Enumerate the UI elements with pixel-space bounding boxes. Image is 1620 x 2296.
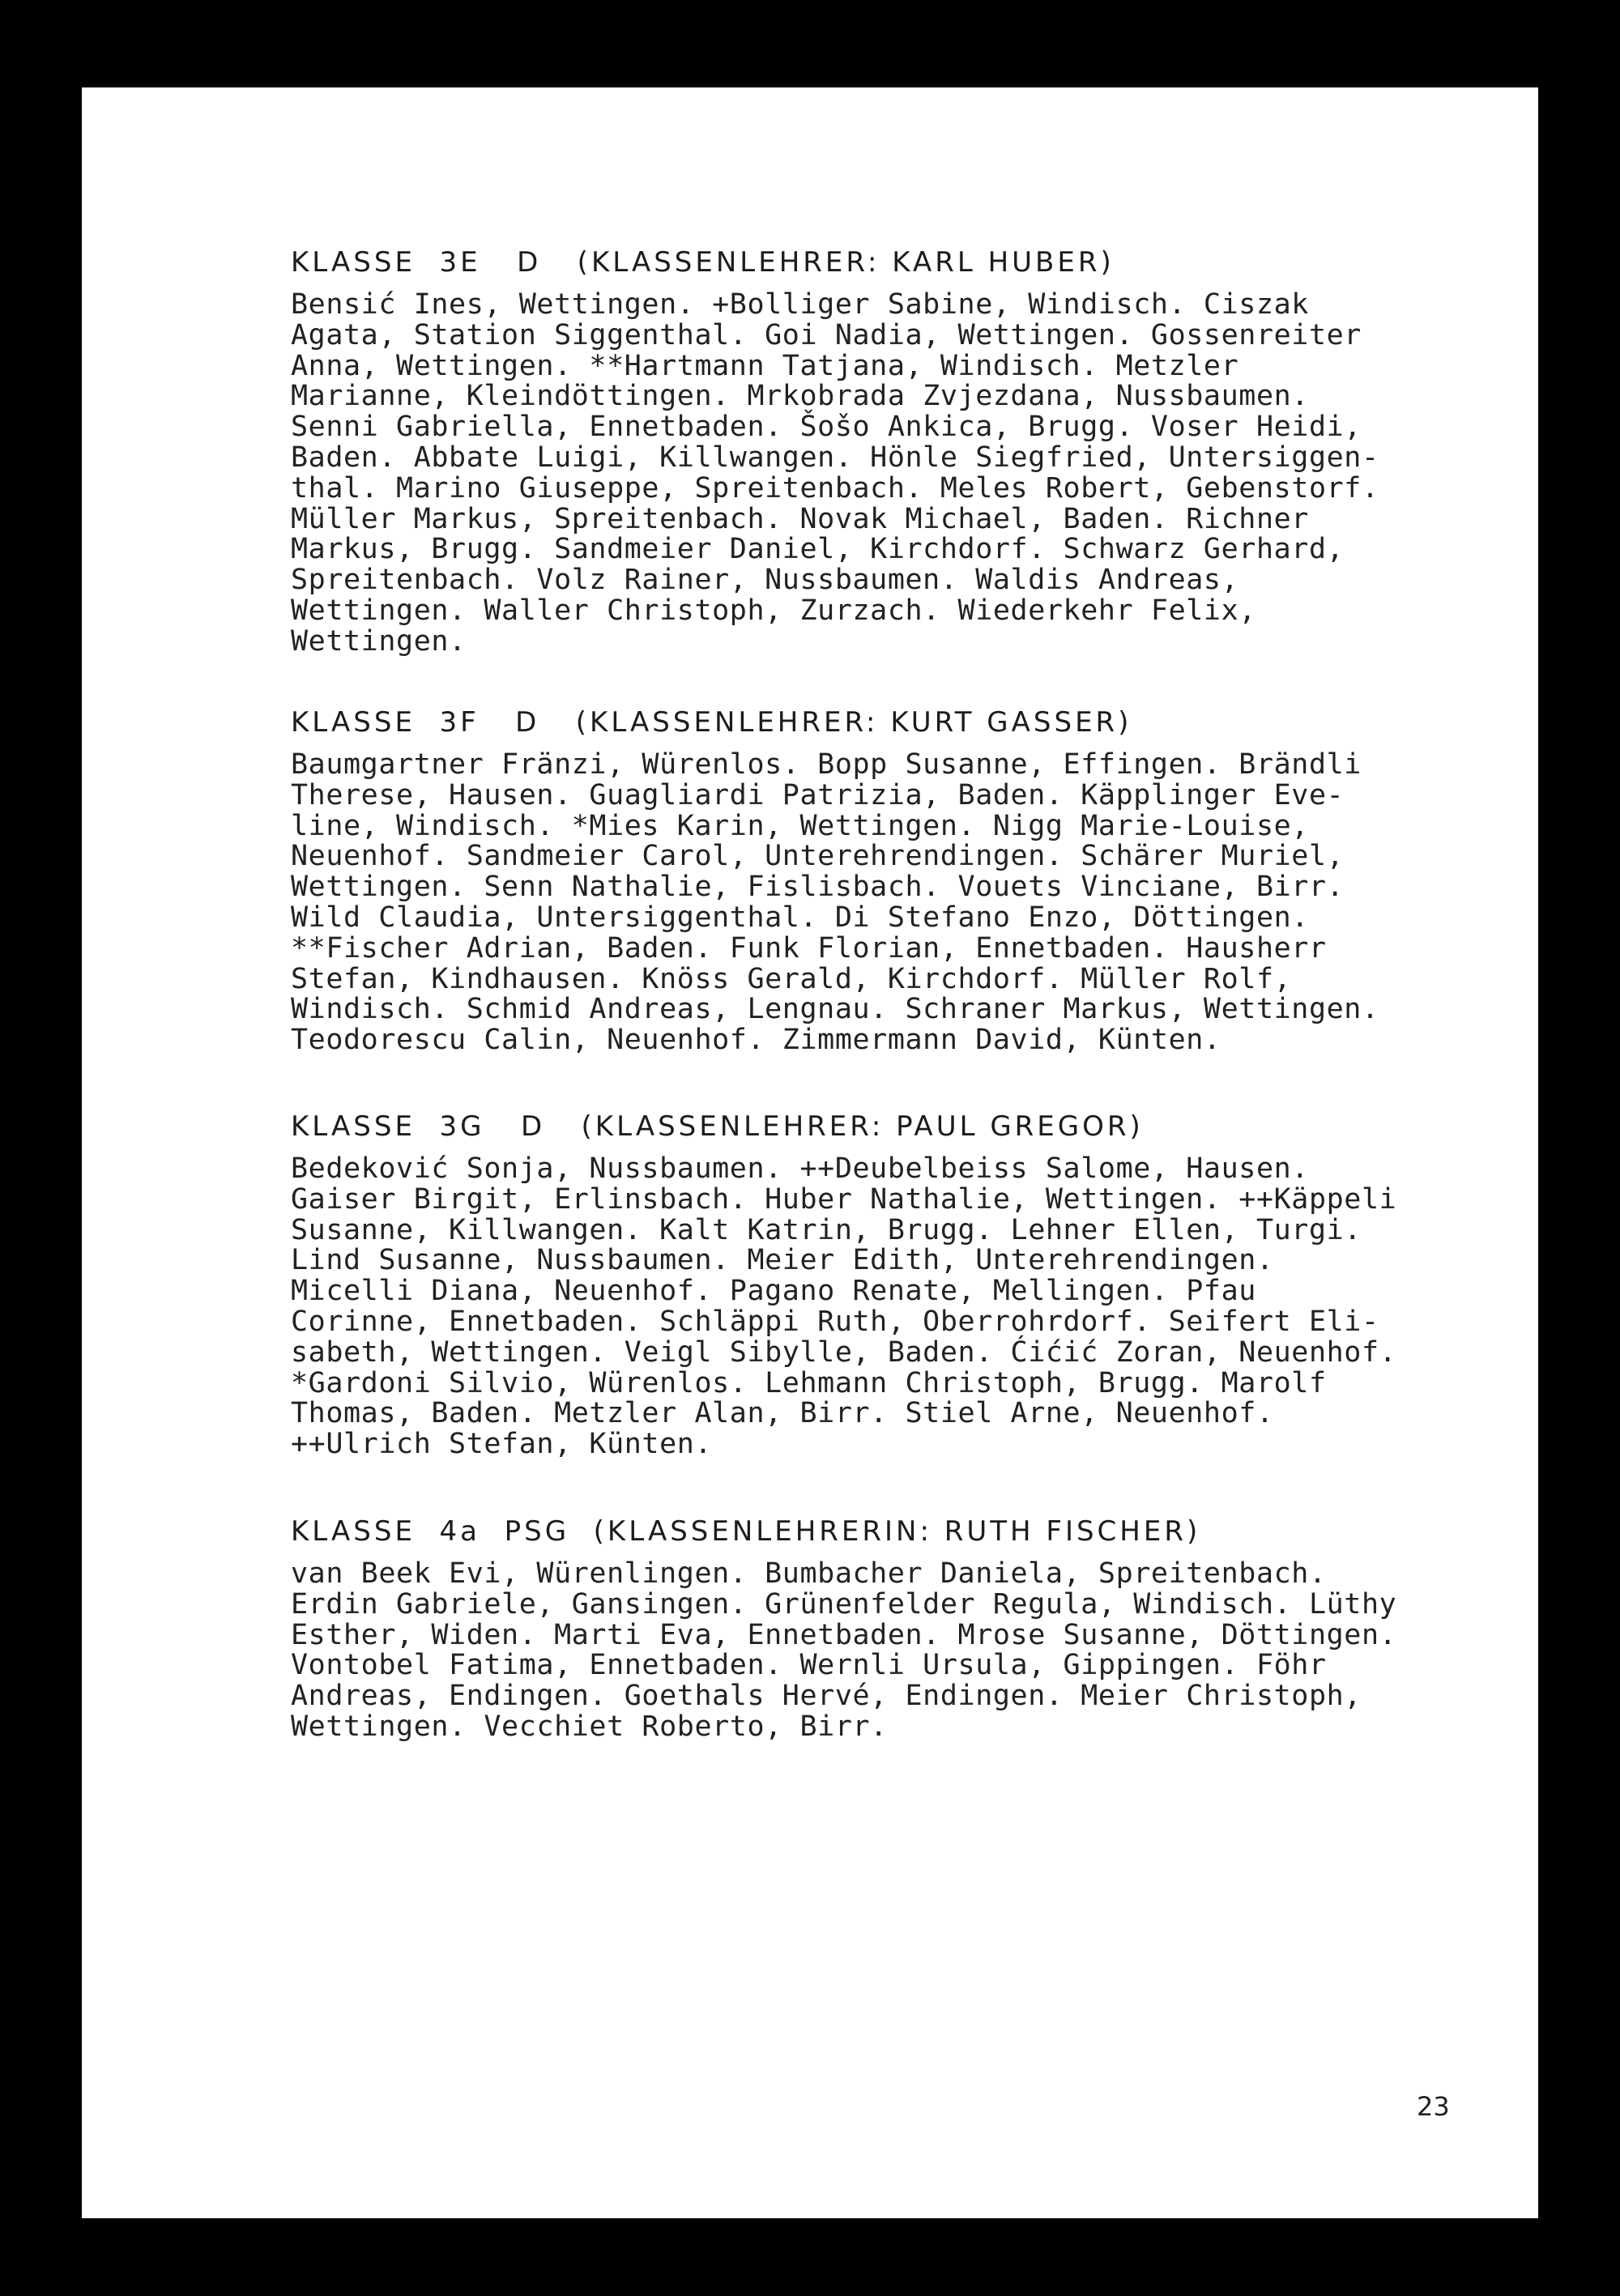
text-line: Vontobel Fatima, Ennetbaden. Wernli Ursula, Gippingen. Föhr: [291, 1649, 1327, 1682]
text-line: Wild Claudia, Untersiggenthal. Di Stefano Enzo, Döttingen.: [291, 901, 1309, 934]
class-section-3e: [291, 241, 1554, 658]
class-section-4a: [291, 1510, 1554, 1743]
text-line: Anna, Wettingen. **Hartmann Tatjana, Windisch. Metzler: [291, 349, 1239, 382]
text-line: Wettingen.: [291, 624, 467, 658]
student-list: [291, 1154, 1554, 1460]
text-line: Wettingen. Vecchiet Roberto, Birr.: [291, 1710, 888, 1743]
text-line: Windisch. Schmid Andreas, Lengnau. Schraner Markus, Wettingen.: [291, 993, 1379, 1026]
text-line: van Beek Evi, Würenlingen. Bumbacher Daniela, Spreitenbach.: [291, 1557, 1327, 1590]
text-line: Müller Markus, Spreitenbach. Novak Michael, Baden. Richner: [291, 502, 1309, 535]
text-line: Corinne, Ennetbaden. Schläppi Ruth, Oberrohrdorf. Seifert Eli-: [291, 1305, 1379, 1338]
class-heading: KLASSE 3F D (KLASSENLEHRER: KURT GASSER): [291, 706, 1132, 739]
text-line: ++Ulrich Stefan, Künten.: [291, 1428, 713, 1461]
student-list: [291, 290, 1554, 658]
class-heading: KLASSE 4a PSG (KLASSENLEHRERIN: RUTH FISCHER): [291, 1515, 1201, 1548]
text-line: Wettingen. Senn Nathalie, Fislisbach. Vouets Vinciane, Birr.: [291, 871, 1345, 904]
text-line: Thomas, Baden. Metzler Alan, Birr. Stiel Arne, Neuenhof.: [291, 1397, 1274, 1430]
class-section-3f: [291, 701, 1554, 1056]
student-list: [291, 750, 1554, 1056]
text-line: Bedeković Sonja, Nussbaumen. ++Deubelbeiss Salome, Hausen.: [291, 1152, 1309, 1185]
text-line: Bensić Ines, Wettingen. +Bolliger Sabine, Windisch. Ciszak: [291, 288, 1309, 321]
text-line: Micelli Diana, Neuenhof. Pagano Renate, Mellingen. Pfau: [291, 1275, 1256, 1308]
student-list: [291, 1559, 1554, 1743]
class-heading: KLASSE 3E D (KLASSENLEHRER: KARL HUBER): [291, 246, 1115, 279]
text-line: Spreitenbach. Volz Rainer, Nussbaumen. Waldis Andreas,: [291, 564, 1239, 597]
text-line: Marianne, Kleindöttingen. Mrkobrada Zvjezdana, Nussbaumen.: [291, 380, 1309, 413]
text-line: Therese, Hausen. Guagliardi Patrizia, Baden. Käpplinger Eve-: [291, 778, 1345, 811]
text-line: thal. Marino Giuseppe, Spreitenbach. Meles Robert, Gebenstorf.: [291, 471, 1379, 505]
text-line: Esther, Widen. Marti Eva, Ennetbaden. Mrose Susanne, Döttingen.: [291, 1618, 1397, 1651]
text-line: Baumgartner Fränzi, Würenlos. Bopp Susanne, Effingen. Brändli: [291, 748, 1362, 781]
class-heading: KLASSE 3G D (KLASSENLEHRER: PAUL GREGOR): [291, 1110, 1144, 1143]
text-line: Baden. Abbate Luigi, Killwangen. Hönle Siegfried, Untersiggen-: [291, 441, 1379, 474]
text-line: Susanne, Killwangen. Kalt Katrin, Brugg. Lehner Ellen, Turgi.: [291, 1213, 1362, 1246]
text-line: Agata, Station Siggenthal. Goi Nadia, Wettingen. Gossenreiter: [291, 318, 1362, 351]
text-line: Teodorescu Calin, Neuenhof. Zimmermann David, Künten.: [291, 1024, 1221, 1057]
text-line: Senni Gabriella, Ennetbaden. Šošo Ankica, Brugg. Voser Heidi,: [291, 411, 1362, 444]
text-line: *Gardoni Silvio, Würenlos. Lehmann Christoph, Brugg. Marolf: [291, 1366, 1327, 1399]
document-page: [82, 87, 1538, 2218]
text-line: Erdin Gabriele, Gansingen. Grünenfelder Regula, Windisch. Lüthy: [291, 1587, 1397, 1621]
text-line: Andreas, Endingen. Goethals Hervé, Endingen. Meier Christoph,: [291, 1680, 1362, 1713]
text-line: Markus, Brugg. Sandmeier Daniel, Kirchdorf. Schwarz Gerhard,: [291, 533, 1345, 566]
text-line: **Fischer Adrian, Baden. Funk Florian, Ennetbaden. Hausherr: [291, 931, 1327, 965]
page-number: 23: [1417, 2091, 1450, 2122]
text-line: Gaiser Birgit, Erlinsbach. Huber Nathalie, Wettingen. ++Käppeli: [291, 1182, 1397, 1216]
text-line: sabeth, Wettingen. Veigl Sibylle, Baden. Ćićić Zoran, Neuenhof.: [291, 1335, 1397, 1369]
text-line: Lind Susanne, Nussbaumen. Meier Edith, Unterehrendingen.: [291, 1244, 1274, 1277]
class-section-3g: [291, 1105, 1554, 1460]
text-line: Neuenhof. Sandmeier Carol, Unterehrendingen. Schärer Muriel,: [291, 840, 1345, 873]
text-line: line, Windisch. *Mies Karin, Wettingen. Nigg Marie-Louise,: [291, 809, 1309, 842]
text-line: Wettingen. Waller Christoph, Zurzach. Wiederkehr Felix,: [291, 594, 1256, 627]
text-line: Stefan, Kindhausen. Knöss Gerald, Kirchdorf. Müller Rolf,: [291, 962, 1292, 995]
